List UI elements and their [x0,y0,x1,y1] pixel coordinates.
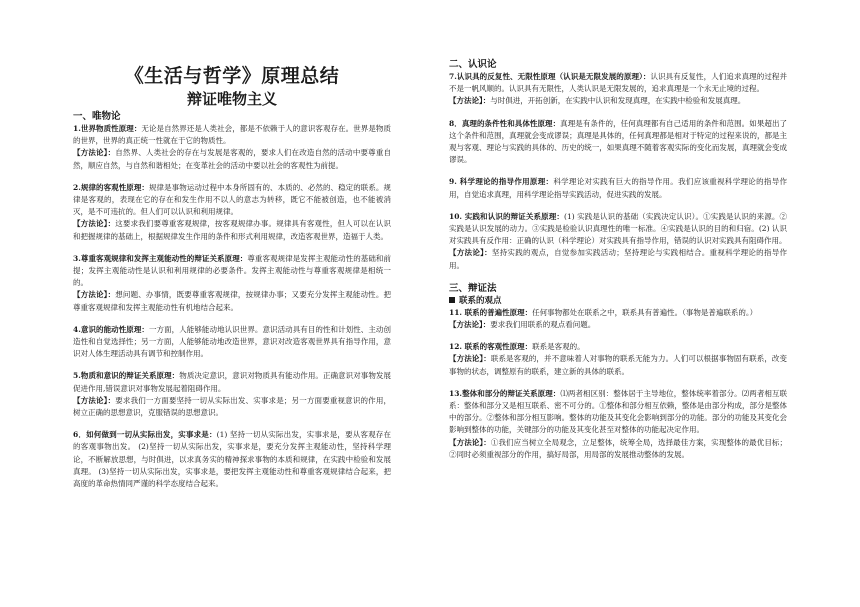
sub-heading [449,295,787,307]
paragraph-lead: 1.世界物质性原理： [73,124,142,133]
page-title: 《生活与哲学》原理总结 [124,65,340,87]
paragraph [449,341,787,353]
paragraph-body: 坚持实践的观点，自觉参加实践活动；坚持理论与实践相结合。重视科学理论的指导作用。 [449,248,787,270]
paragraph [73,218,391,242]
spacer [449,331,787,341]
paragraph-lead: 9. 科学理论的指导作用原理： [449,177,554,187]
paragraph [73,182,391,219]
paragraph-body: 认识具有反复性，人们追求真理的过程并不是一帆风顺的。认识具有无限性，人类认识是无限发展的，追求真理是一个永无止境的过程。 [449,72,788,94]
paragraph [449,247,787,271]
paragraph-body: ⑴两者相区别：整体居于主导地位，整体统率着部分。⑵两者相互联系：整体和部分又是相互联系、密不可分的。①整体和部分相互依赖，整体是由部分构成，部分是整体中的部分。②整体和部分相互影响。整体的功能及其变化会影响到部分的功能。部分的功能及其变化会影响到整体的功能，关键部分的功能及其变化甚至对整体的功能起决定作用。 [449,388,787,435]
paragraph-lead: 【方法论】： [449,320,491,330]
paragraph [449,353,787,377]
spacer [449,166,787,176]
paragraph-body: 想问题、办事情，既要尊重客观规律，按规律办事；又要充分发挥主观能动性。把尊重客观规律和发挥主观能动性有机地结合起来。 [73,290,392,312]
paragraph-body: 与时俱进，开拓创新，在实践中认识和发现真理，在实践中检验和发展真理。 [490,96,746,106]
spacer [73,314,391,324]
paragraph-lead: 3.尊重客观规律和发挥主观能动性的辩证关系原理： [73,253,248,263]
paragraph-lead: 【方法论】： [73,219,116,229]
paragraph [73,123,391,147]
paragraph-body: 一方面，人能够能动地认识世界。意识活动具有目的性和计划性、主动创造性和自觉选择性；另一方面，人能够能动地改造世界，意识对改造客观世界具有指导作用，意识对人体生理活动具有调节和控制作用。 [73,324,391,359]
section-heading: 一、唯物论 [73,111,121,122]
square-bullet-icon [449,297,455,303]
paragraph-body: 联系是客观的，并不意味着人对事物的联系无能为力。人们可以根据事物固有联系，改变事物的状态，调整原有的联系，建立新的具体的联系。 [449,354,788,376]
paragraph-body: 任何事物都处在联系之中，联系具有普遍性。（事物是普遍联系的。） [532,307,758,317]
paragraph-lead: 【方法论】： [449,437,491,447]
paragraph-body: 物质决定意识，意识对物质具有能动作用。正确意识对事物发展促进作用,错误意识对事物发展起着阻碍作用。 [73,371,391,393]
paragraph [449,437,787,461]
paragraph-body: 尊重客观规律是发挥主观能动性的基础和前提；发挥主观能动性是认识和利用规律的必要条件。发挥主观能动性与尊重客观规律是相统一的。 [73,253,391,288]
spacer [73,360,391,370]
paragraph-lead: 【方法论】： [449,354,491,364]
paragraph-lead: 【方法论】： [73,290,116,300]
paragraph-lead: 7.认识具的反复性、无限性原理（认识是无限发展的原理）： [449,72,651,81]
paragraph [449,71,787,95]
paragraph-lead: 2.规律的客观性原理： [73,182,149,192]
right-content [449,58,787,461]
spacer [449,272,787,282]
left-content [73,110,391,490]
paragraph-body: 科学理论对实践有巨大的指导作用。我们应该重视科学理论的指导作用，自觉追求真理，用科学理论指导实践活动，促进实践的发展。 [449,177,787,199]
section-heading: 三、辩证法 [449,282,497,294]
spacer [73,172,391,182]
paragraph [73,429,391,490]
paragraph [449,319,787,331]
spacer [449,201,787,211]
sub-heading-text: 联系的观点 [459,295,502,306]
paragraph [449,118,787,167]
paragraph [449,176,787,200]
paragraph-body: 无论是自然界还是人类社会，都是不依赖于人的意识客观存在。世界是物质的世界，世界的真正统一性就在于它的物质性。 [73,124,391,146]
paragraph-body: (1) 坚持一切从实际出发，实事求是，要从客观存在的客观事物出发。 (2)坚持一切从实际出发，实事求是，要充分发挥主观能动性，坚持科学理论，不断解放思想，与时俱进，以求真务实的精神探求事物的本质和规律，在实践中检验和发展真理。 (3)坚持一切从实际出发，实事求是，要把发挥主观能动性和尊重客观规律结合起来，把高度的革命热情同严谨的科学态度结合起来。 [73,430,391,489]
paragraph-lead: 【方法论】： [73,148,116,158]
paragraph-lead: 8．真理的条件性和具体性原理： [449,118,561,128]
paragraph-body: 要求我们一方面要坚持一切从实际出发、实事求是；另一方面要重视意识的作用，树立正确的思想意识，克服错误的思想意识。 [73,395,392,418]
spacer [449,108,787,118]
spacer [73,419,391,429]
paragraph-lead: 6．如何做到一切从实际出发，实事求是： [73,430,217,440]
paragraph-lead: 【方法论】： [449,248,492,258]
paragraph-lead: 12. 联系的客观性原理： [449,342,533,352]
page-subtitle: 辩证唯物主义 [186,90,277,108]
paragraph [73,289,391,313]
paragraph [449,211,787,248]
paragraph-lead: 10. 实践和认识的辩证关系原理： [449,211,565,221]
spacer [73,243,391,253]
paragraph [73,253,391,290]
paragraph [449,307,787,319]
paragraph [73,370,391,394]
paragraph [73,395,391,419]
paragraph-body: ①我们应当树立全局观念，立足整体，统筹全局，选择最佳方案，实现整体的最优目标；②同时必须重视部分的作用，搞好局部，用局部的发展推动整体的发展。 [449,437,788,459]
paragraph [73,324,391,361]
paragraph-body: 真理是有条件的，任何真理都有自己适用的条件和范围。如果超出了这个条件和范围，真理就会变成谬误；真理是具体的，任何真理都是相对于特定的过程来说的，都是主观与客观、理论与实践的具体的、历史的统一，如果真理不随着客观实际的变化而发展，真理就会变成谬误。 [449,118,788,165]
paragraph [449,388,787,437]
paragraph-body: 自然界、人类社会的存在与发展是客观的，要求人们在改造自然的活动中要尊重自然，顺应自然，与自然和谐相处；在变革社会的活动中要以社会的客观性为前提。 [73,148,392,170]
paragraph-body: 要求我们用联系的观点看问题。 [490,320,596,330]
spacer [449,378,787,388]
paragraph-body: 规律是事物运动过程中本身所固有的、本质的、必然的、稳定的联系。规律是客观的，表现在它的存在和发生作用不以人的意志为转移，既它不能被创造，也不能被消灭，是不可违抗的。但人们可以认识和利用规律。 [73,182,391,217]
paragraph-lead: 【方法论】： [73,395,116,405]
paragraph-lead: 11. 联系的普遍性原理： [449,307,533,317]
paragraph-body: (1) 实践是认识的基础（实践决定认识）。①实践是认识的来源。②实践是认识发展的动力。③实践是检验认识真理性的唯一标准。④实践是认识的目的和归宿。(2) 认识对实践具有反作用：正确的认识（科学理论）对实践具有指导作用，错误的认识对实践具有阻碍作用。 [449,211,787,246]
paragraph-lead: 5.物质和意识的辩证关系原理： [73,371,180,381]
paragraph [449,95,787,107]
section-heading: 二、认识论 [449,59,497,70]
paragraph-body: 这要求我们要尊重客观规律，按客观规律办事。规律具有客观性，但人可以在认识和把握规律的基础上，根据规律发生作用的条件和形式利用规律，改造客观世界，造福于人类。 [73,219,392,241]
paragraph [73,147,391,171]
paragraph-lead: 4.意识的能动性原理： [73,324,149,334]
paragraph-lead: 【方法论】： [449,96,491,106]
paragraph-lead: 13.整体和部分的辩证关系原理： [449,388,561,398]
paragraph-body: 联系是客观的。 [532,342,585,352]
